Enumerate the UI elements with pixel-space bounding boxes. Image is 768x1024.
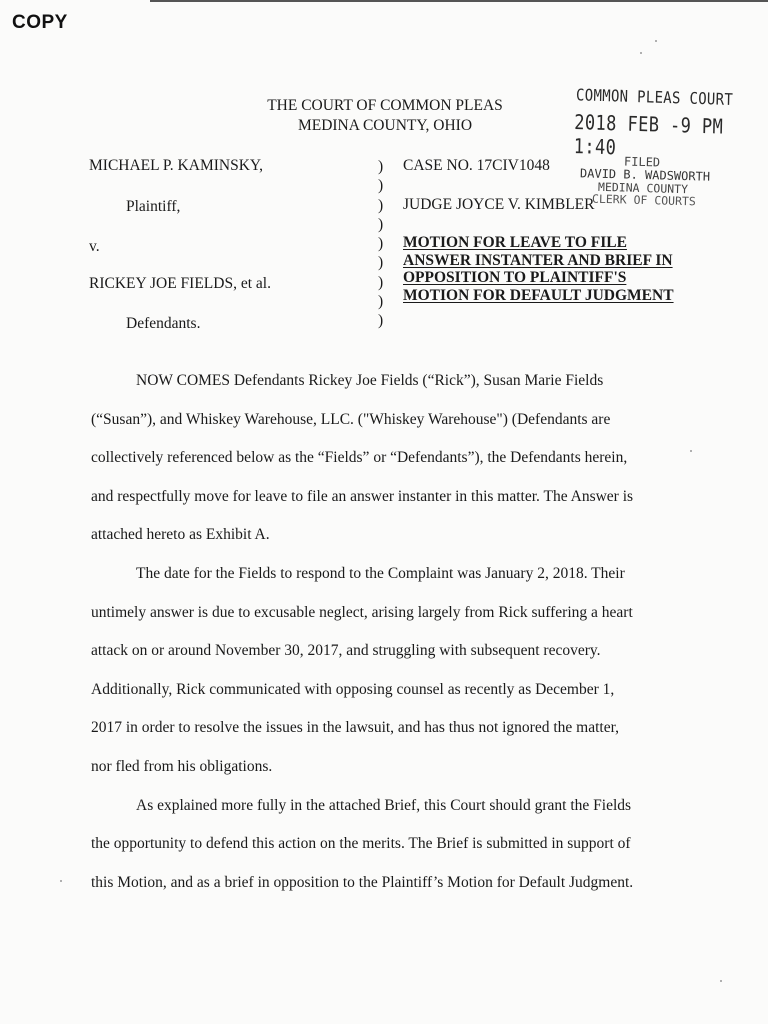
motion-title-line: OPPOSITION TO PLAINTIFF'S — [403, 269, 627, 286]
filing-stamp-filed: FILED — [623, 154, 661, 170]
caption-paren: ) — [378, 312, 384, 330]
caption-paren: ) — [378, 158, 384, 175]
body-line: the opportunity to defend this action on the merits. The Brief is submitted in support of — [91, 835, 631, 853]
body-line: 2017 in order to resolve the issues in the lawsuit, and has thus not ignored the matter, — [91, 719, 619, 737]
body-line: (“Susan”), and Whiskey Warehouse, LLC. ("Whiskey Warehouse") (Defendants are — [91, 410, 611, 428]
caption-paren: ) — [378, 273, 384, 291]
body-line: attached hereto as Exhibit A. — [91, 526, 270, 544]
motion-body — [91, 362, 676, 902]
scan-speck — [720, 980, 722, 982]
body-line: Additionally, Rick communicated with opposing counsel as recently as December 1, — [91, 680, 615, 698]
filing-stamp-clerk-title: CLERK OF COURTS — [591, 191, 697, 209]
motion-title-line: ANSWER INSTANTER AND BRIEF IN — [403, 251, 673, 269]
filing-stamp-county: MEDINA COUNTY — [597, 179, 689, 197]
scan-speck — [690, 450, 692, 452]
caption-paren: ) — [378, 177, 384, 195]
body-line: As explained more fully in the attached Brief, this Court should grant the Fields — [136, 796, 632, 814]
judge-name: JUDGE JOYCE V. KIMBLER — [403, 196, 595, 213]
scan-speck — [640, 52, 642, 54]
body-line: and respectfully move for leave to file an answer instanter in this matter. The Answer is — [91, 487, 634, 505]
body-line: nor fled from his obligations. — [91, 757, 273, 775]
motion-title-line: MOTION FOR DEFAULT JUDGMENT — [403, 286, 674, 304]
case-number: CASE NO. 17CIV1048 — [403, 157, 550, 174]
versus: v. — [89, 238, 100, 255]
caption-paren: ) — [378, 196, 384, 214]
copy-stamp: COPY — [12, 12, 68, 33]
filing-stamp-clerk-name: DAVID B. WADSWORTH — [579, 166, 711, 184]
caption-paren: ) — [378, 254, 384, 272]
filing-stamp-date: 2018 FEB -9 PM 1:40 — [573, 110, 724, 161]
defendant-name: RICKEY JOE FIELDS, et al. — [89, 275, 271, 292]
motion-title — [403, 234, 674, 304]
body-line: attack on or around November 30, 2017, and struggling with subsequent recovery. — [91, 642, 601, 660]
caption-paren: ) — [378, 215, 384, 233]
body-line: NOW COMES Defendants Rickey Joe Fields (“Rick”), Susan Marie Fields — [136, 372, 604, 389]
body-line: untimely answer is due to excusable neglect, arising largely from Rick suffering a heart — [91, 603, 633, 621]
caption-paren: ) — [378, 293, 384, 311]
scan-speck — [60, 880, 62, 882]
caption-paren: ) — [378, 235, 384, 253]
motion-title-line: MOTION FOR LEAVE TO FILE — [403, 234, 627, 251]
body-line: The date for the Fields to respond to the Complaint was January 2, 2018. Their — [136, 564, 625, 582]
caption-parentheses — [378, 157, 383, 331]
court-header — [230, 96, 540, 136]
defendant-role: Defendants. — [126, 315, 201, 332]
filing-stamp-court: COMMON PLEAS COURT — [575, 86, 734, 110]
scan-edge-line — [150, 0, 768, 2]
body-line: collectively referenced below as the “Fields” or “Defendants”), the Defendants herein, — [91, 449, 628, 467]
court-county: MEDINA COUNTY, OHIO — [297, 117, 473, 134]
body-line: this Motion, and as a brief in opposition to the Plaintiff’s Motion for Default Judgment. — [91, 873, 634, 891]
plaintiff-role: Plaintiff, — [126, 198, 181, 215]
scan-speck — [655, 40, 657, 42]
court-name: THE COURT OF COMMON PLEAS — [267, 97, 503, 114]
plaintiff-name: MICHAEL P. KAMINSKY, — [89, 157, 263, 174]
